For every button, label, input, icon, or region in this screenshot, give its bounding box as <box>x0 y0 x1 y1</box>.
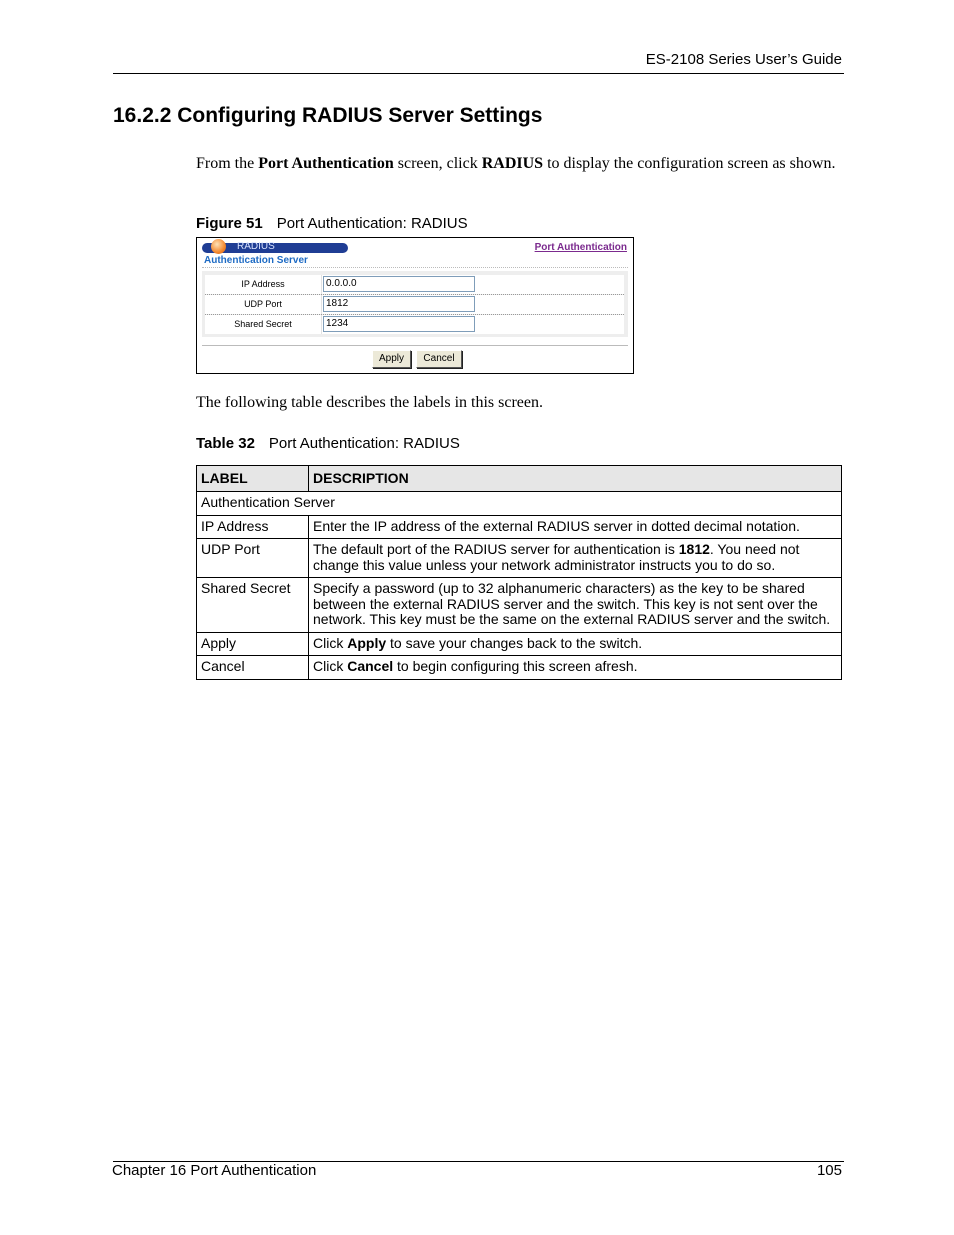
radius-screen-figure <box>196 237 634 374</box>
row-label: IP Address <box>197 515 309 539</box>
desc-text: Enter the IP address of the external RADIUS server in dotted decimal notation. <box>313 517 800 534</box>
radius-tab-label: RADIUS <box>237 241 275 252</box>
form-panel <box>202 271 628 337</box>
desc-text: Click <box>313 658 348 674</box>
figure-title: Port Authentication: RADIUS <box>276 215 468 232</box>
row-description <box>309 656 842 680</box>
section-row-cell: Authentication Server <box>197 492 842 516</box>
header-description: DESCRIPTION <box>309 466 842 492</box>
ip-address-input[interactable]: 0.0.0.0 <box>323 276 475 292</box>
divider <box>202 345 628 346</box>
ip-address-row <box>205 275 624 294</box>
ip-address-label: IP Address <box>241 279 285 289</box>
row-label: Shared Secret <box>197 578 309 633</box>
table-row <box>197 515 842 539</box>
table-intro: The following table describes the labels in this screen. <box>196 394 544 411</box>
intro-paragraph <box>196 154 841 174</box>
udp-port-label: UDP Port <box>244 299 282 309</box>
column-separator <box>321 295 322 314</box>
table-caption <box>196 435 460 452</box>
udp-port-input[interactable]: 1812 <box>323 296 475 312</box>
udp-port-row <box>205 295 624 314</box>
running-header: ES-2108 Series User’s Guide <box>645 51 842 68</box>
page-number: 105 <box>816 1162 842 1179</box>
row-label: Cancel <box>197 656 309 680</box>
apply-button[interactable]: Apply <box>372 350 411 368</box>
port-authentication-link[interactable]: Port Authentication <box>534 242 627 253</box>
row-description <box>309 515 842 539</box>
table-row <box>197 656 842 680</box>
intro-text-1: From the <box>196 155 259 172</box>
column-separator <box>321 315 322 334</box>
shared-secret-row <box>205 315 624 334</box>
table-row <box>197 632 842 656</box>
cancel-button[interactable]: Cancel <box>416 350 462 368</box>
table-row <box>197 578 842 633</box>
divider <box>202 267 628 268</box>
table-header-row <box>197 466 842 492</box>
table-number: Table 32 <box>196 435 255 452</box>
shared-secret-input[interactable]: 1234 <box>323 316 475 332</box>
row-label: UDP Port <box>197 539 309 578</box>
footer-chapter: Chapter 16 Port Authentication <box>112 1162 317 1179</box>
figure-number: Figure 51 <box>196 215 263 232</box>
header-rule <box>113 73 844 74</box>
section-heading: 16.2.2 Configuring RADIUS Server Settings <box>113 104 543 127</box>
desc-text: . You need not change this value unless your network administrator instructs you to do so. <box>313 541 800 573</box>
desc-bold: 1812 <box>678 541 710 557</box>
desc-text: to begin configuring this screen afresh. <box>393 658 638 674</box>
table-row <box>197 539 842 578</box>
row-description <box>309 539 842 578</box>
header-label: LABEL <box>197 466 309 492</box>
desc-text: The default port of the RADIUS server for authentication is <box>313 541 679 557</box>
table-section-row <box>197 492 842 516</box>
table-title: Port Authentication: RADIUS <box>268 435 460 452</box>
shared-secret-label: Shared Secret <box>234 319 292 329</box>
column-separator <box>321 275 322 294</box>
label-description-table <box>196 465 842 680</box>
intro-bold-2: RADIUS <box>481 155 544 172</box>
desc-text: Click <box>313 634 348 651</box>
desc-text: to save your changes back to the switch. <box>386 634 643 651</box>
intro-bold-1: Port Authentication <box>258 155 394 172</box>
figure-caption <box>196 215 468 232</box>
desc-bold: Cancel <box>347 658 394 674</box>
intro-text-3: to display the configuration screen as shown. <box>543 155 836 172</box>
row-description <box>309 578 842 633</box>
desc-text: Specify a password (up to 32 alphanumeric characters) as the key to be shared between the external RADIUS server and the switch. This key is not sent over the network. This key must be the same on the external RADIUS server and the switch. <box>313 580 831 627</box>
intro-text-2: screen, click <box>393 155 482 172</box>
auth-server-title: Authentication Server <box>204 255 308 266</box>
row-description <box>309 632 842 656</box>
orb-icon <box>211 239 226 254</box>
desc-bold: Apply <box>347 634 387 651</box>
row-label: Apply <box>197 632 309 656</box>
